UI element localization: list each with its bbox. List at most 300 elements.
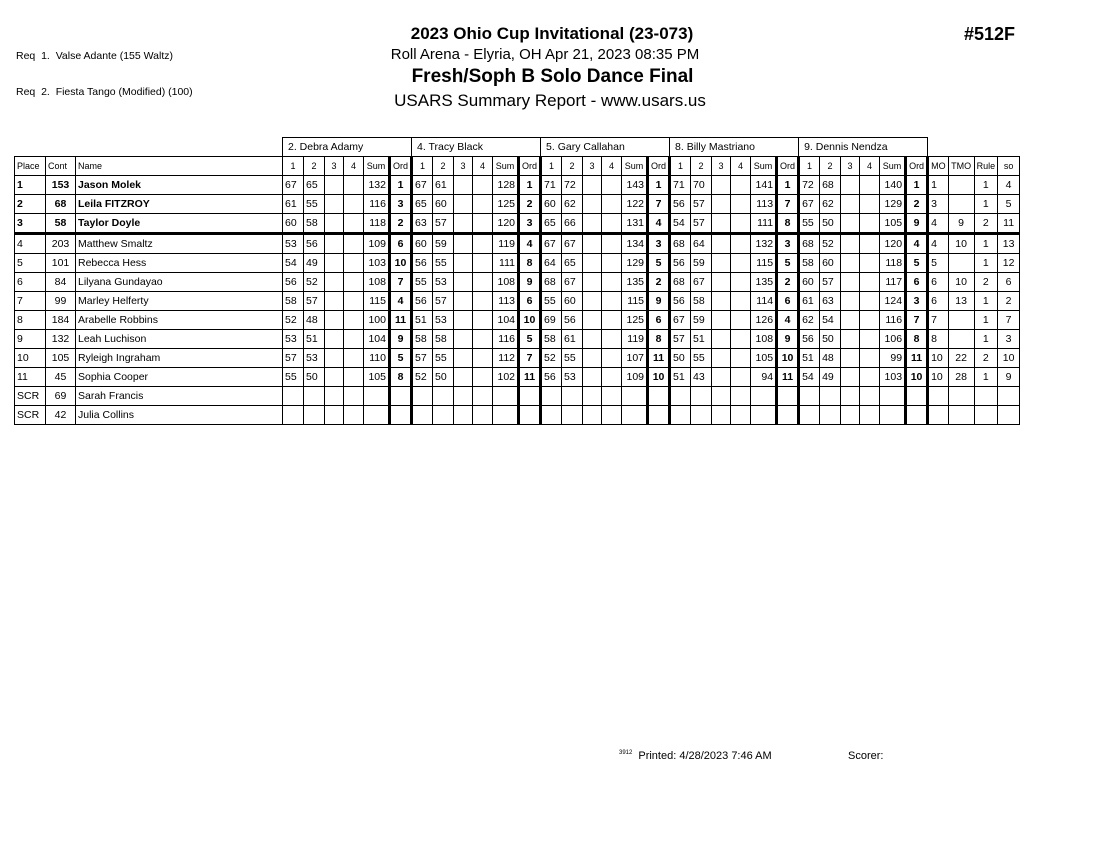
- judge-name: 5. Gary Callahan: [541, 138, 670, 157]
- ordinal-cell: [906, 387, 928, 406]
- score-cell: [860, 292, 880, 311]
- score-cell: 60: [412, 234, 433, 254]
- place-cell: 7: [15, 292, 46, 311]
- col-judge-4-5: Ord: [777, 157, 799, 176]
- score-cell: [344, 234, 364, 254]
- sum-cell: 125: [493, 195, 519, 214]
- table-row: [15, 406, 1020, 425]
- col-judge-4-3: 4: [731, 157, 751, 176]
- sum-cell: 141: [751, 176, 777, 195]
- score-cell: 59: [433, 234, 454, 254]
- ordinal-cell: 8: [777, 214, 799, 234]
- score-cell: [712, 292, 731, 311]
- score-cell: 56: [670, 195, 691, 214]
- score-cell: [412, 406, 433, 425]
- sum-cell: 143: [622, 176, 648, 195]
- place-cell: 9: [15, 330, 46, 349]
- sum-cell: 129: [622, 254, 648, 273]
- ordinal-cell: [519, 387, 541, 406]
- score-cell: [860, 214, 880, 234]
- sum-cell: 132: [751, 234, 777, 254]
- score-cell: [731, 254, 751, 273]
- score-cell: [473, 176, 493, 195]
- requirement-2: Req 2. Fiesta Tango (Modified) (100): [16, 86, 193, 98]
- score-cell: [344, 195, 364, 214]
- score-cell: 67: [541, 234, 562, 254]
- col-judge-3-0: 1: [541, 157, 562, 176]
- score-cell: 65: [412, 195, 433, 214]
- rule-cell: 2: [974, 273, 998, 292]
- ordinal-cell: 1: [906, 176, 928, 195]
- cont-cell: 84: [46, 273, 76, 292]
- ordinal-cell: 11: [519, 368, 541, 387]
- score-cell: 59: [691, 254, 712, 273]
- score-cell: 58: [304, 214, 325, 234]
- score-cell: 68: [541, 273, 562, 292]
- sum-cell: [493, 406, 519, 425]
- rule-cell: 1: [974, 195, 998, 214]
- score-cell: 69: [541, 311, 562, 330]
- score-cell: 52: [541, 349, 562, 368]
- sum-cell: 115: [751, 254, 777, 273]
- score-cell: [325, 234, 344, 254]
- place-cell: SCR: [15, 387, 46, 406]
- ordinal-cell: 6: [519, 292, 541, 311]
- score-cell: [473, 330, 493, 349]
- score-cell: 48: [820, 349, 841, 368]
- col-judge-4-0: 1: [670, 157, 691, 176]
- tmo-cell: 10: [948, 234, 974, 254]
- mo-cell: 3: [928, 195, 949, 214]
- score-cell: [583, 234, 602, 254]
- score-cell: [583, 368, 602, 387]
- sum-cell: 111: [751, 214, 777, 234]
- name-cell: Marley Helferty: [76, 292, 283, 311]
- score-cell: [325, 273, 344, 292]
- score-cell: [583, 214, 602, 234]
- name-cell: Rebecca Hess: [76, 254, 283, 273]
- ordinal-cell: 11: [390, 311, 412, 330]
- sum-cell: 109: [622, 368, 648, 387]
- score-cell: [583, 195, 602, 214]
- ordinal-cell: 8: [519, 254, 541, 273]
- score-cell: [583, 311, 602, 330]
- ordinal-cell: 7: [390, 273, 412, 292]
- score-cell: [454, 254, 473, 273]
- sum-cell: [751, 406, 777, 425]
- score-cell: [473, 368, 493, 387]
- cont-cell: 105: [46, 349, 76, 368]
- score-cell: [454, 330, 473, 349]
- score-cell: [841, 311, 860, 330]
- score-cell: [602, 406, 622, 425]
- score-cell: 48: [304, 311, 325, 330]
- score-cell: 57: [820, 273, 841, 292]
- score-cell: 56: [412, 254, 433, 273]
- ordinal-cell: 6: [390, 234, 412, 254]
- score-cell: [602, 195, 622, 214]
- table-row: [15, 387, 1020, 406]
- sum-cell: 113: [751, 195, 777, 214]
- sum-cell: 135: [751, 273, 777, 292]
- col-judge-2-3: 4: [473, 157, 493, 176]
- score-cell: 53: [283, 234, 304, 254]
- score-cell: [325, 195, 344, 214]
- ordinal-cell: 6: [906, 273, 928, 292]
- cont-cell: 132: [46, 330, 76, 349]
- score-cell: [731, 368, 751, 387]
- ordinal-cell: 5: [390, 349, 412, 368]
- score-cell: [670, 387, 691, 406]
- judge-name: 4. Tracy Black: [412, 138, 541, 157]
- score-cell: [712, 195, 731, 214]
- score-cell: [602, 387, 622, 406]
- mo-cell: [928, 387, 949, 406]
- score-cell: [583, 349, 602, 368]
- rule-cell: 1: [974, 311, 998, 330]
- table-row: [15, 349, 1020, 368]
- ordinal-cell: 7: [906, 311, 928, 330]
- col-cont: Cont: [46, 157, 76, 176]
- score-cell: [712, 254, 731, 273]
- rule-cell: 1: [974, 368, 998, 387]
- event-number: #512F: [964, 24, 1016, 44]
- sum-cell: 109: [364, 234, 390, 254]
- sum-cell: 105: [880, 214, 906, 234]
- score-cell: [344, 406, 364, 425]
- score-cell: [712, 387, 731, 406]
- mo-cell: 4: [928, 214, 949, 234]
- ordinal-cell: 10: [906, 368, 928, 387]
- score-cell: 55: [433, 349, 454, 368]
- score-cell: 60: [562, 292, 583, 311]
- rule-cell: 2: [974, 214, 998, 234]
- score-cell: [454, 292, 473, 311]
- score-cell: 62: [562, 195, 583, 214]
- cont-cell: 153: [46, 176, 76, 195]
- ordinal-cell: 10: [777, 349, 799, 368]
- score-cell: [344, 311, 364, 330]
- mo-cell: 6: [928, 292, 949, 311]
- ordinal-cell: 9: [906, 214, 928, 234]
- col-name: Name: [76, 157, 283, 176]
- header-spacer: [928, 138, 1020, 157]
- sum-cell: 107: [622, 349, 648, 368]
- sum-cell: 111: [493, 254, 519, 273]
- score-cell: [344, 273, 364, 292]
- score-cell: [454, 234, 473, 254]
- score-cell: [841, 349, 860, 368]
- score-cell: [583, 273, 602, 292]
- ordinal-cell: 9: [519, 273, 541, 292]
- so-cell: 10: [998, 349, 1020, 368]
- place-cell: 6: [15, 273, 46, 292]
- col-place: Place: [15, 157, 46, 176]
- score-cell: [325, 214, 344, 234]
- tmo-cell: 9: [948, 214, 974, 234]
- sum-cell: [751, 387, 777, 406]
- ordinal-cell: 7: [648, 195, 670, 214]
- sum-cell: [364, 406, 390, 425]
- sum-cell: 116: [493, 330, 519, 349]
- score-cell: [473, 234, 493, 254]
- sum-cell: 108: [364, 273, 390, 292]
- table-row: [15, 330, 1020, 349]
- score-cell: [860, 387, 880, 406]
- col-judge-1-3: 4: [344, 157, 364, 176]
- score-cell: [602, 292, 622, 311]
- sum-cell: 120: [880, 234, 906, 254]
- score-cell: 65: [562, 254, 583, 273]
- score-cell: [712, 330, 731, 349]
- score-cell: [541, 406, 562, 425]
- sum-cell: 105: [751, 349, 777, 368]
- sum-cell: 126: [751, 311, 777, 330]
- rule-cell: 1: [974, 330, 998, 349]
- score-cell: [583, 254, 602, 273]
- mo-cell: 10: [928, 349, 949, 368]
- score-cell: 58: [541, 330, 562, 349]
- score-cell: [860, 406, 880, 425]
- score-cell: [473, 406, 493, 425]
- ordinal-cell: 8: [648, 330, 670, 349]
- score-cell: 55: [541, 292, 562, 311]
- ordinal-cell: 7: [777, 195, 799, 214]
- score-cell: 68: [799, 234, 820, 254]
- score-cell: 54: [799, 368, 820, 387]
- score-cell: 57: [433, 214, 454, 234]
- score-cell: 57: [433, 292, 454, 311]
- sum-cell: 110: [364, 349, 390, 368]
- sum-cell: 132: [364, 176, 390, 195]
- score-cell: [454, 311, 473, 330]
- score-cell: 55: [433, 254, 454, 273]
- score-cell: [583, 292, 602, 311]
- score-cell: [454, 387, 473, 406]
- score-cell: 61: [799, 292, 820, 311]
- col-judge-3-1: 2: [562, 157, 583, 176]
- printed-info: [619, 750, 772, 762]
- score-cell: [670, 406, 691, 425]
- rule-cell: 1: [974, 176, 998, 195]
- col-judge-2-0: 1: [412, 157, 433, 176]
- ordinal-cell: 3: [906, 292, 928, 311]
- col-judge-3-2: 3: [583, 157, 602, 176]
- score-cell: [712, 176, 731, 195]
- so-cell: 13: [998, 234, 1020, 254]
- score-cell: 57: [304, 292, 325, 311]
- table-row: [15, 176, 1020, 195]
- name-cell: Leila FITZROY: [76, 195, 283, 214]
- score-cell: 49: [820, 368, 841, 387]
- score-cell: 68: [820, 176, 841, 195]
- sum-cell: 115: [364, 292, 390, 311]
- ordinal-cell: 10: [648, 368, 670, 387]
- cont-cell: 58: [46, 214, 76, 234]
- score-cell: 63: [820, 292, 841, 311]
- tmo-cell: 28: [948, 368, 974, 387]
- col-tmo: TMO: [948, 157, 974, 176]
- score-cell: 50: [433, 368, 454, 387]
- tmo-cell: 22: [948, 349, 974, 368]
- sum-cell: 104: [493, 311, 519, 330]
- ordinal-cell: [777, 406, 799, 425]
- sum-cell: 106: [880, 330, 906, 349]
- score-cell: 57: [691, 214, 712, 234]
- score-cell: [731, 273, 751, 292]
- score-cell: [841, 292, 860, 311]
- ordinal-cell: 9: [648, 292, 670, 311]
- score-cell: [820, 406, 841, 425]
- requirement-1: Req 1. Valse Adante (155 Waltz): [16, 50, 173, 62]
- score-cell: [731, 387, 751, 406]
- score-cell: 60: [820, 254, 841, 273]
- col-judge-3-3: 4: [602, 157, 622, 176]
- score-cell: [841, 214, 860, 234]
- col-judge-1-0: 1: [283, 157, 304, 176]
- score-cell: 61: [283, 195, 304, 214]
- score-cell: 43: [691, 368, 712, 387]
- rule-cell: 1: [974, 292, 998, 311]
- sum-cell: 120: [493, 214, 519, 234]
- score-cell: 67: [283, 176, 304, 195]
- sum-cell: 115: [622, 292, 648, 311]
- ordinal-cell: [906, 406, 928, 425]
- score-cell: 53: [433, 311, 454, 330]
- score-cell: [841, 406, 860, 425]
- score-cell: [602, 254, 622, 273]
- score-cell: 54: [670, 214, 691, 234]
- rule-cell: [974, 387, 998, 406]
- score-cell: 65: [541, 214, 562, 234]
- judge-name: 9. Dennis Nendza: [799, 138, 928, 157]
- score-cell: 56: [304, 234, 325, 254]
- score-cell: [860, 176, 880, 195]
- score-cell: 64: [691, 234, 712, 254]
- score-cell: 54: [820, 311, 841, 330]
- sum-cell: 102: [493, 368, 519, 387]
- score-cell: [731, 349, 751, 368]
- score-cell: 59: [691, 311, 712, 330]
- name-cell: Leah Luchison: [76, 330, 283, 349]
- score-cell: [731, 406, 751, 425]
- judge-name: 2. Debra Adamy: [283, 138, 412, 157]
- score-cell: 58: [433, 330, 454, 349]
- ordinal-cell: 5: [906, 254, 928, 273]
- so-cell: 3: [998, 330, 1020, 349]
- sum-cell: 104: [364, 330, 390, 349]
- col-judge-3-5: Ord: [648, 157, 670, 176]
- score-cell: [541, 387, 562, 406]
- place-cell: 2: [15, 195, 46, 214]
- score-cell: 55: [283, 368, 304, 387]
- sum-cell: 128: [493, 176, 519, 195]
- sum-cell: 134: [622, 234, 648, 254]
- sum-cell: 119: [622, 330, 648, 349]
- sum-cell: [880, 406, 906, 425]
- score-cell: [454, 214, 473, 234]
- event-name: Fresh/Soph B Solo Dance Final: [411, 66, 694, 87]
- score-cell: 62: [799, 311, 820, 330]
- score-cell: 61: [562, 330, 583, 349]
- name-cell: Julia Collins: [76, 406, 283, 425]
- venue-line: Roll Arena - Elyria, OH Apr 21, 2023 08:35 PM: [390, 46, 700, 63]
- place-cell: 3: [15, 214, 46, 234]
- name-cell: Ryleigh Ingraham: [76, 349, 283, 368]
- score-cell: [860, 254, 880, 273]
- score-cell: [860, 330, 880, 349]
- ordinal-cell: 10: [390, 254, 412, 273]
- score-cell: 55: [799, 214, 820, 234]
- name-cell: Matthew Smaltz: [76, 234, 283, 254]
- sum-cell: 114: [751, 292, 777, 311]
- col-judge-1-1: 2: [304, 157, 325, 176]
- sum-cell: [880, 387, 906, 406]
- ordinal-cell: 3: [519, 214, 541, 234]
- ordinal-cell: 5: [648, 254, 670, 273]
- ordinal-cell: 3: [648, 234, 670, 254]
- score-cell: [712, 214, 731, 234]
- sum-cell: 118: [364, 214, 390, 234]
- score-cell: [731, 292, 751, 311]
- score-cell: 71: [670, 176, 691, 195]
- score-cell: [344, 330, 364, 349]
- score-cell: 53: [433, 273, 454, 292]
- score-cell: [433, 387, 454, 406]
- score-cell: [454, 176, 473, 195]
- score-cell: [712, 406, 731, 425]
- score-cell: [602, 349, 622, 368]
- table-row: [15, 368, 1020, 387]
- score-cell: [344, 214, 364, 234]
- sum-cell: 119: [493, 234, 519, 254]
- score-cell: 51: [412, 311, 433, 330]
- table-row: [15, 234, 1020, 254]
- tmo-cell: [948, 254, 974, 273]
- sum-cell: 122: [622, 195, 648, 214]
- score-cell: [325, 176, 344, 195]
- ordinal-cell: 7: [519, 349, 541, 368]
- sum-cell: [622, 406, 648, 425]
- score-cell: [562, 406, 583, 425]
- score-cell: [454, 368, 473, 387]
- score-cell: [841, 387, 860, 406]
- so-cell: 7: [998, 311, 1020, 330]
- tmo-cell: [948, 311, 974, 330]
- tmo-cell: 13: [948, 292, 974, 311]
- ordinal-cell: 11: [777, 368, 799, 387]
- score-cell: 57: [691, 195, 712, 214]
- score-cell: [712, 349, 731, 368]
- score-cell: 56: [283, 273, 304, 292]
- score-cell: [820, 387, 841, 406]
- score-cell: 57: [412, 349, 433, 368]
- ordinal-cell: 4: [519, 234, 541, 254]
- ordinal-cell: 6: [648, 311, 670, 330]
- col-judge-1-5: Ord: [390, 157, 412, 176]
- cont-cell: 68: [46, 195, 76, 214]
- col-judge-1-4: Sum: [364, 157, 390, 176]
- score-cell: 72: [562, 176, 583, 195]
- col-judge-4-4: Sum: [751, 157, 777, 176]
- score-cell: 53: [562, 368, 583, 387]
- col-judge-5-4: Sum: [880, 157, 906, 176]
- score-cell: [325, 254, 344, 273]
- sum-cell: 131: [622, 214, 648, 234]
- score-cell: [473, 195, 493, 214]
- score-cell: [325, 406, 344, 425]
- score-cell: [304, 406, 325, 425]
